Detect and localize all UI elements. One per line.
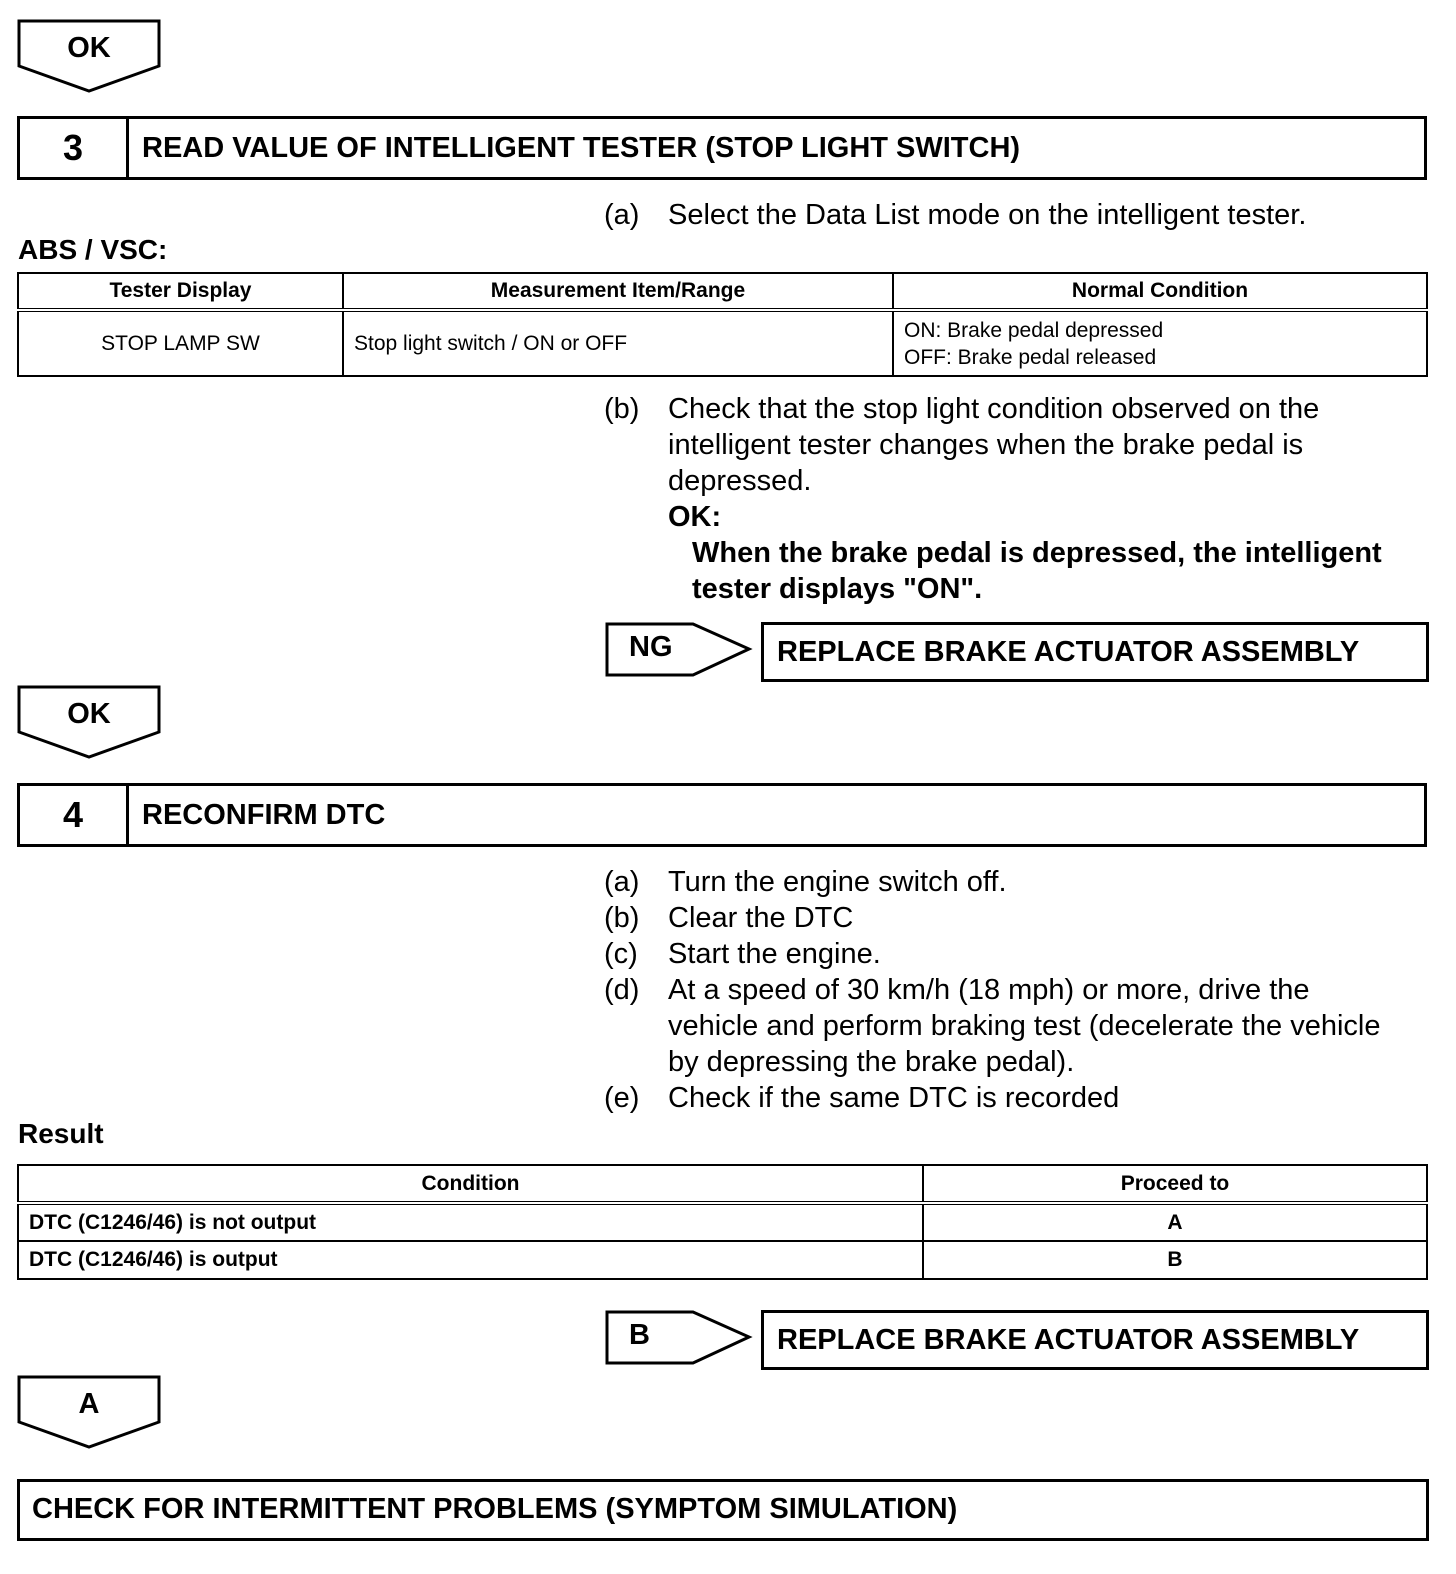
step-number: 4 <box>20 786 129 844</box>
column-header: Measurement Item/Range <box>343 273 893 310</box>
text-line: At a speed of 30 km/h (18 mph) or more, drive the <box>668 974 1310 1006</box>
ok-flow-arrow <box>16 18 162 94</box>
ng-action-box: REPLACE BRAKE ACTUATOR ASSEMBLY <box>761 622 1429 682</box>
item-label: (c) <box>604 938 638 970</box>
tester-display-cell: STOP LAMP SW <box>18 310 343 376</box>
result-label: Result <box>18 1118 104 1149</box>
item-label: (b) <box>604 902 640 934</box>
text-line: tester displays "ON". <box>692 573 983 605</box>
item-text <box>668 391 1428 535</box>
b-tab-label: B <box>629 1319 650 1351</box>
final-step-box: CHECK FOR INTERMITTENT PROBLEMS (SYMPTOM SIMULATION) <box>17 1479 1429 1541</box>
step-title: RECONFIRM DTC <box>142 799 386 831</box>
result-table <box>17 1164 1428 1280</box>
column-header: Tester Display <box>18 273 343 310</box>
item-label: (d) <box>604 974 640 1006</box>
text-line: depressed. <box>668 465 812 497</box>
step-4-header <box>17 783 1427 847</box>
a-arrow-label: A <box>78 1388 100 1420</box>
ok-arrow-label: OK <box>67 698 111 730</box>
step-number: 3 <box>20 119 129 177</box>
text-line: vehicle and perform braking test (decelerate the vehicle <box>668 1010 1381 1042</box>
proceed-cell: B <box>923 1241 1427 1279</box>
text-line: Check that the stop light condition observed on the <box>668 393 1320 425</box>
item-label: (a) <box>604 199 640 231</box>
condition-line: ON: Brake pedal depressed <box>904 318 1164 342</box>
item-text: Check if the same DTC is recorded <box>668 1082 1120 1114</box>
ok-arrow-label: OK <box>67 32 111 64</box>
item-text: Start the engine. <box>668 938 881 970</box>
table-row <box>18 310 1427 376</box>
text-line: intelligent tester changes when the brake pedal is <box>668 429 1304 461</box>
table-label: ABS / VSC: <box>18 234 168 265</box>
step-title: READ VALUE OF INTELLIGENT TESTER (STOP LIGHT SWITCH) <box>142 132 1021 164</box>
item-label: (e) <box>604 1082 640 1114</box>
item-label: (b) <box>604 393 640 425</box>
item-text: Select the Data List mode on the intelligent tester. <box>668 199 1307 231</box>
text-line: When the brake pedal is depressed, the intelligent <box>692 537 1382 569</box>
right-arrow-shape <box>605 622 753 678</box>
b-flow-tab <box>605 1310 748 1366</box>
column-header: Condition <box>18 1165 923 1203</box>
text-line: by depressing the brake pedal). <box>668 1046 1075 1078</box>
proceed-cell: A <box>923 1203 1427 1241</box>
table-row <box>18 1241 1427 1279</box>
data-list-table <box>17 272 1428 377</box>
condition-line: OFF: Brake pedal released <box>904 345 1157 369</box>
right-arrow-shape <box>605 1310 753 1366</box>
measurement-cell: Stop light switch / ON or OFF <box>343 310 893 376</box>
condition-cell: DTC (C1246/46) is not output <box>18 1203 923 1241</box>
ok-criteria-label: OK: <box>668 501 722 533</box>
table-header-row <box>18 273 1427 310</box>
column-header: Normal Condition <box>893 273 1427 310</box>
normal-condition-cell <box>893 310 1427 376</box>
a-flow-arrow <box>16 1374 162 1450</box>
ng-flow-tab <box>605 622 748 678</box>
step-3-header <box>17 116 1427 180</box>
b-action-box: REPLACE BRAKE ACTUATOR ASSEMBLY <box>761 1310 1429 1370</box>
column-header: Proceed to <box>923 1165 1427 1203</box>
ok-criteria-text <box>692 535 1432 607</box>
ok-flow-arrow <box>16 684 162 760</box>
item-text: Turn the engine switch off. <box>668 866 1007 898</box>
condition-cell: DTC (C1246/46) is output <box>18 1241 923 1279</box>
table-row <box>18 1203 1427 1241</box>
table-header-row <box>18 1165 1427 1203</box>
item-text <box>668 972 1428 1080</box>
ng-tab-label: NG <box>629 631 673 663</box>
item-label: (a) <box>604 866 640 898</box>
item-text: Clear the DTC <box>668 902 854 934</box>
